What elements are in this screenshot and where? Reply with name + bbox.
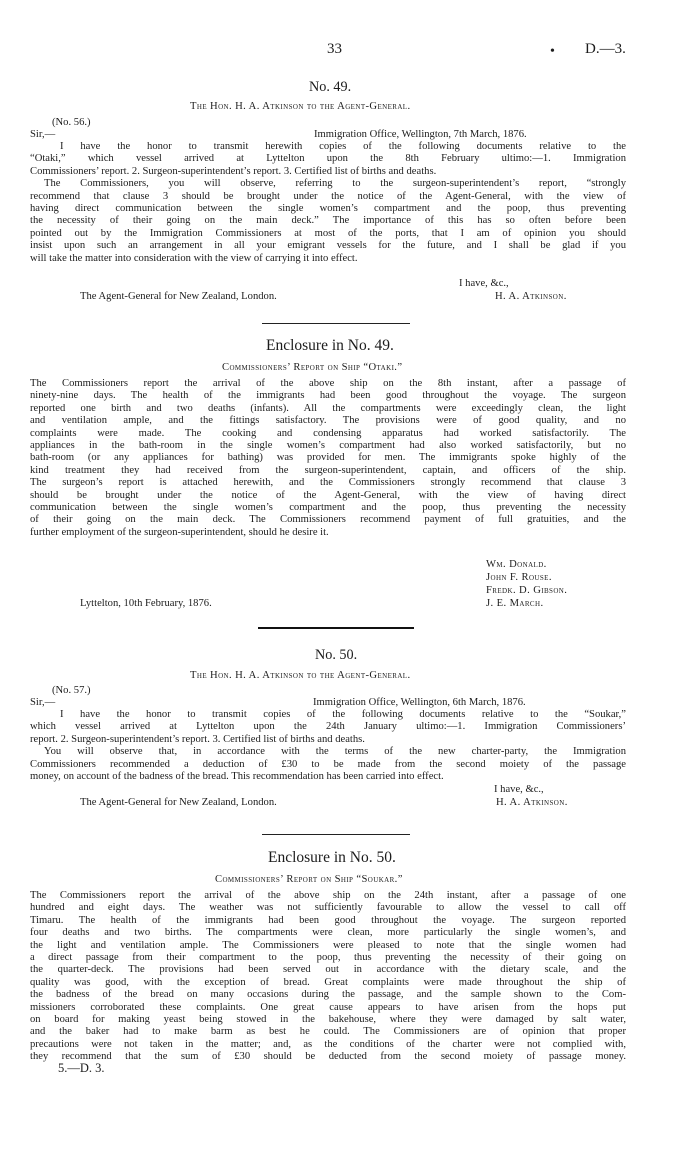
paragraph-line: Timaru. The health of the immigrants had been good throughout the voyage. The surgeon reported xyxy=(30,914,626,926)
paragraph-line: which vessel arrived at Lyttelton upon the 24th January ultimo:—1. Immigration Commissioners’ xyxy=(30,721,626,733)
paragraph-line: a direct passage from their compartment to the poop, thus preventing the necessity of their going on xyxy=(30,952,626,964)
letter-50-body xyxy=(30,709,626,783)
paragraph-line: hundred and eight days. The weather was not sufficiently favourable to allow the vessel to call off xyxy=(30,902,626,914)
letter-49-heading: The Hon. H. A. Atkinson to the Agent-General. xyxy=(190,101,411,112)
paragraph-line: ninety-nine days. The health of the immigrants had been good throughout the voyage. The surgeon xyxy=(30,390,626,402)
paragraph-line: the badness of the bread on many occasions during the passage, and the sample shown to the Com- xyxy=(30,989,626,1001)
letter-49-salutation: Sir,— xyxy=(30,129,56,140)
letter-50-number: No. 50. xyxy=(315,647,358,663)
paragraph-line: The Commissioners report the arrival of the above ship on the 8th instant, after a passage of xyxy=(30,378,626,389)
signature-stamp: 5.—D. 3. xyxy=(58,1061,105,1075)
paragraph-line: of their going on the main deck. The Commissioners recommend payment of full gratuities, and the xyxy=(30,514,626,526)
paragraph-line: kind treatment they had received from the surgeon-superintendent, captain, and officers of the ship. xyxy=(30,464,626,476)
signatory: J. E. March. xyxy=(486,598,544,609)
paragraph-line: money, on account of the badness of the bread. This recommendation has been carried into effect. xyxy=(30,771,444,783)
paragraph-line: The Commissioners, you will observe, referring to the surgeon-superintendent’s report, “strongly xyxy=(44,178,626,190)
paragraph-line: and the baker had to make barm as best he could. The Commissioners are of opinion that proper xyxy=(30,1026,626,1038)
paragraph-line: complaints were made. The cooking and condensing apparatus had worked satisfactorily. The xyxy=(30,427,626,439)
paragraph-line: bath-room (or any appliances for bathing) was provided for men. The immigrants spoke highly of the xyxy=(30,452,626,464)
paragraph-line: pointed out by the Immigration Commissioners at most of the ports, that I am of opinion you should xyxy=(30,227,626,239)
series-code: D.—3. xyxy=(585,41,626,57)
letter-50-ref: (No. 57.) xyxy=(52,685,91,696)
paragraph-line: reported one birth and two deaths (infants). All the compartments were exceedingly clean, the light xyxy=(30,402,626,414)
paragraph-line: I have the honor to transmit copies of the following documents relative to the “Soukar,” xyxy=(60,709,626,720)
paragraph-line: will take the matter into consideration with the view of carrying it into effect. xyxy=(30,252,358,264)
paragraph-line: You will observe that, in accordance with the terms of the new charter-party, the Immigration xyxy=(44,746,626,758)
paragraph-line: recommend that clause 3 should be brought under the notice of the Agent-General, with the view of xyxy=(30,190,626,202)
section-divider xyxy=(262,323,410,324)
enclosure-49-body xyxy=(30,378,626,539)
paragraph-line: report. 2. Surgeon-superintendent’s report. 3. Certified list of births and deaths. xyxy=(30,733,365,745)
paragraph-line: four deaths and two births. The compartments were clean, more particularly the single women’s, and xyxy=(30,927,626,939)
letter-49-closing: I have, &c., xyxy=(459,278,509,289)
letter-49-number: No. 49. xyxy=(309,79,352,95)
paragraph-line: insist upon such an arrangement in all your emigrant vessels for the future, and I shall be glad if you xyxy=(30,240,626,252)
letter-50-signature: H. A. Atkinson. xyxy=(496,797,568,808)
paragraph-line: further employment of the surgeon-superintendent, should he desire it. xyxy=(30,526,329,538)
letter-50-heading: The Hon. H. A. Atkinson to the Agent-General. xyxy=(190,670,411,681)
paragraph-line: Commissioners recommended a deduction of £30 to be made from the second moiety of the passage xyxy=(30,758,626,770)
paragraph-line: The surgeon’s report is attached herewith, and the Commissioners strongly recommend that clause 3 xyxy=(30,477,626,489)
enclosure-49-subtitle: Commissioners’ Report on Ship “Otaki.” xyxy=(222,362,403,373)
letter-49-body xyxy=(30,141,626,265)
section-divider xyxy=(262,834,410,835)
enclosure-50-title: Enclosure in No. 50. xyxy=(268,849,396,866)
paragraph-line: should be brought under the notice of the Agent-General, with the view of having direct xyxy=(30,489,626,501)
paragraph-line: communication between the single women’s compartment and the poop, thus preventing the necessity xyxy=(30,502,626,514)
paragraph-line: they recommend that the sum of £30 should be deducted from the second moiety of passage money. xyxy=(30,1051,626,1063)
paragraph-line: The Commissioners report the arrival of the above ship on the 24th instant, after a passage of one xyxy=(30,890,626,901)
paragraph-line: precautions were not taken in the matter; and, as the conditions of the charter were not complied with, xyxy=(30,1038,626,1050)
paragraph-line: appliances in the bath-room in the single women’s compartment had also worked satisfactorily, but no xyxy=(30,440,626,452)
letter-49-signature: H. A. Atkinson. xyxy=(495,291,567,302)
signatory: Wm. Donald. xyxy=(486,559,547,570)
enclosure-50-subtitle: Commissioners’ Report on Ship “Soukar.” xyxy=(215,874,403,885)
letter-49-addressee: The Agent-General for New Zealand, London. xyxy=(80,291,277,302)
paragraph-line: Commissioners’ report. 2. Surgeon-superintendent’s report. 3. Certified list of births and deaths. xyxy=(30,165,437,177)
paragraph-line: the quarter-deck. The provisions had been served out in accordance with the dietary scale, and the xyxy=(30,964,626,976)
letter-50-addressee: The Agent-General for New Zealand, London. xyxy=(80,797,277,808)
paragraph-line: on board for making yeast being stowed in the bakehouse, where they were damaged by salt water, xyxy=(30,1014,626,1026)
enclosure-49-title: Enclosure in No. 49. xyxy=(266,337,394,354)
letter-50-salutation: Sir,— xyxy=(30,697,56,708)
paragraph-line: quality was good, with the exception of bread. Great complaints were made throughout the ship of xyxy=(30,976,626,988)
paragraph-line: missioners corroborated these complaints. One great cause appears to have arisen from the hops put xyxy=(30,1001,626,1013)
paragraph-line: having direct communication between the single women’s compartment and the poop, thus preventing xyxy=(30,203,626,215)
enclosure-50-body xyxy=(30,890,626,1064)
paragraph-line: the light and ventilation ample. The Commissioners were pleased to note that the single women had xyxy=(30,939,626,951)
section-divider xyxy=(258,627,414,629)
page-number: 33 xyxy=(327,41,342,57)
paragraph-line: “Otaki,” which vessel arrived at Lyttelton upon the 8th February ultimo:—1. Immigration xyxy=(30,153,626,165)
paragraph-line: and ventilation ample, and the fittings satisfactory. The provisions were of good quality, and no xyxy=(30,415,626,427)
letter-50-closing: I have, &c., xyxy=(494,784,544,795)
letter-50-place-date: Immigration Office, Wellington, 6th March, 1876. xyxy=(313,697,526,708)
enclosure-49-place-date: Lyttelton, 10th February, 1876. xyxy=(80,598,212,609)
signatory: John F. Rouse. xyxy=(486,572,552,583)
letter-49-place-date: Immigration Office, Wellington, 7th March, 1876. xyxy=(314,129,527,140)
letter-49-ref: (No. 56.) xyxy=(52,117,91,128)
signatory: Fredk. D. Gibson. xyxy=(486,585,568,596)
paragraph-line: I have the honor to transmit herewith copies of the following documents relative to the xyxy=(60,141,626,152)
header-dot: • xyxy=(550,44,555,59)
paragraph-line: the necessity of their going on the main deck.” The importance of this has so often before been xyxy=(30,215,626,227)
